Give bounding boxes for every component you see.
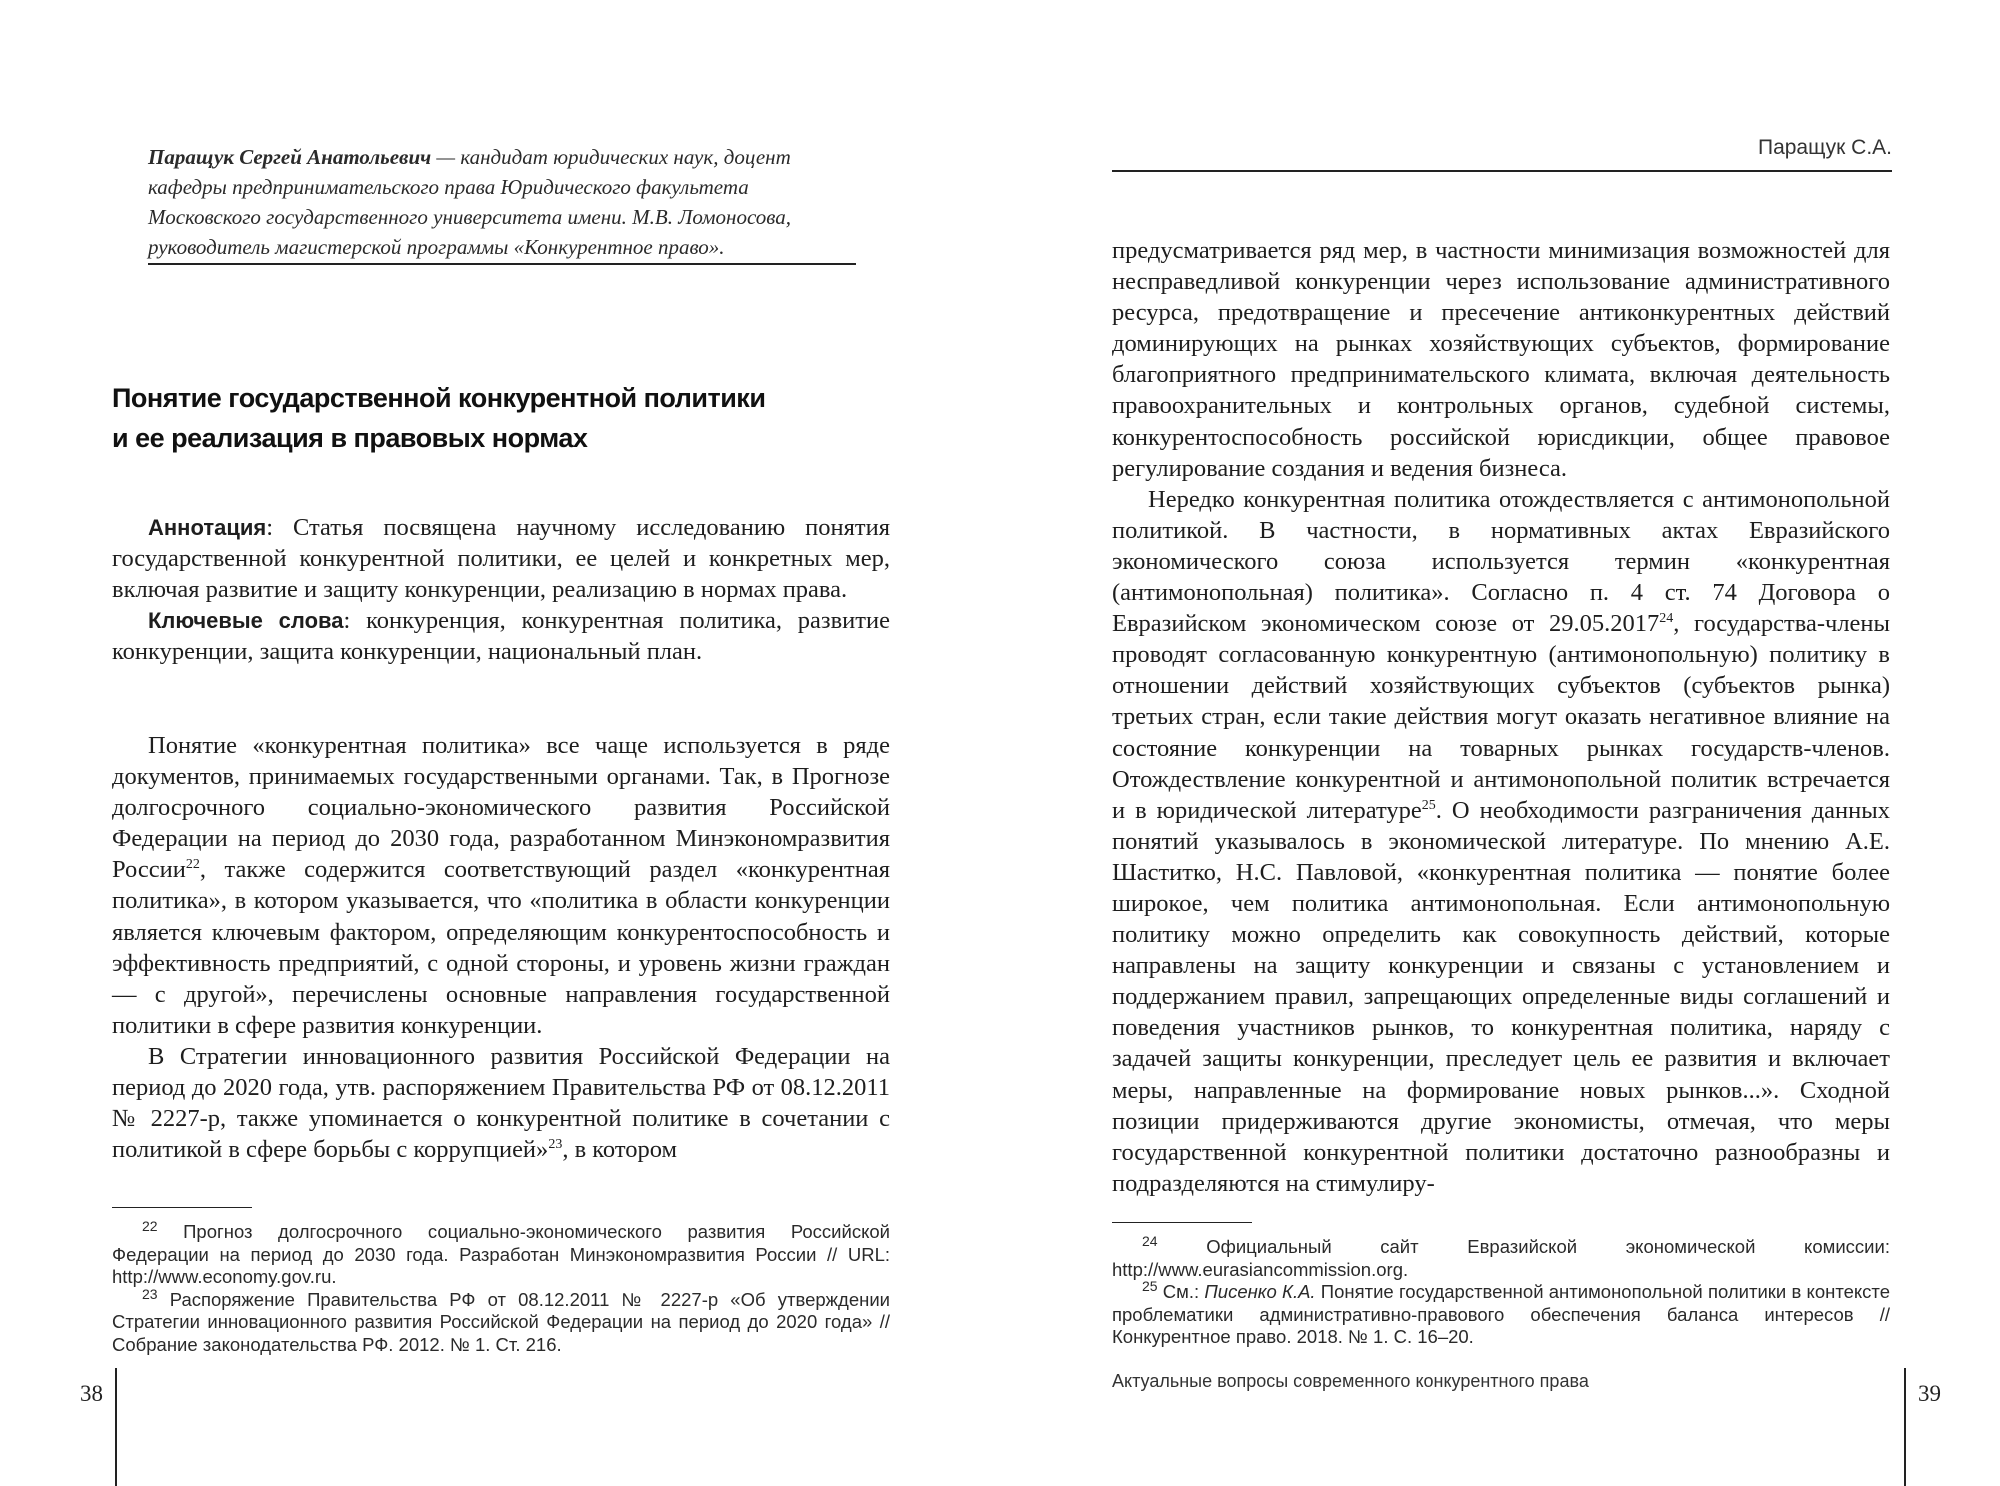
left-paragraph-2: В Стратегии инновационного развития Российской Федерации на период до 2020 года, утв. распоряжением Правительства РФ от 08.12.2011 № 2227-р, также упоминается о конкурентной политике в сочетании с политикой в сфере борьбы с коррупцией»$^{23}$, в котором bbox=[112, 1042, 890, 1164]
article-title bbox=[112, 378, 872, 458]
footnote-22: $^{22}$ Прогноз долгосрочного социально-экономического развития Российской Федерации на период до 2030 года. Разработан Минэкономразвития России // URL: http://www.economy.gov.ru. bbox=[112, 1217, 890, 1287]
page-number-right: 39 bbox=[1918, 1381, 1941, 1406]
running-head: Паращук С.А. bbox=[1757, 136, 1892, 159]
footnote-23: $^{23}$ Распоряжение Правительства РФ от 08.12.2011 № 2227-р «Об утверждении Стратегии инновационного развития Российской Федерации на период до 2020 года» // Собрание законодательства РФ. 2012. № 1. Ст. 216. bbox=[112, 1285, 890, 1355]
running-foot: Актуальные вопросы современного конкурентного права bbox=[1112, 1371, 1589, 1391]
margin-line-right bbox=[1904, 1368, 1906, 1486]
left-paragraph-1: Понятие «конкурентная политика» все чаще используется в ряде документов, принимаемых государственными органами. Так, в Прогнозе долгосрочного социально-экономического развития Российской Федерации на период до 2030 года, разработанном Минэкономразвития России$^{22}$, также содержится соответствующий раздел «конкурентная политика», в котором указывается, что «политика в области конкуренции является ключевым фактором, определяющим конкурентоспособность и эффективность предприятий, с одной стороны, и уровень жизни граждан — с другой», перечислены основные направления государственной политики в сфере развития конкуренции. bbox=[112, 732, 890, 1039]
page-number-left: 38 bbox=[80, 1381, 103, 1406]
footnote-divider bbox=[1112, 1222, 1252, 1223]
footnote-25: $^{25}$ См.: Писенко К.А. Понятие государственной антимонопольной политики в контексте проблематики административно-правового обеспечения баланса интересов // Конкурентное право. 2018. № 1. С. 16–20. bbox=[1112, 1277, 1890, 1347]
article-title-line-2: и ее реализация в правовых нормах bbox=[112, 423, 588, 453]
right-paragraph-2: Нередко конкурентная политика отождествляется с антимонопольной политикой. В частности, в нормативных актах Евразийского экономического союза используется термин «конкурентная (антимонопольная) политика». Согласно п. 4 ст. 74 Договора о Евразийском экономическом союзе от 29.05.2017$^{24}$, государства-члены проводят согласованную конкурентную (антимонопольную) политику в отношении действий хозяйствующих субъектов (субъектов рынка) третьих стран, если такие действия могут оказать негативное влияние на состояние конкуренции на товарных рынках государств-членов. Отождествление конкурентной и антимонопольной политик встречается и в юридической литературе$^{25}$. О необходимости разграничения данных понятий указывалось в экономической литературе. По мнению А.Е. Шаститко, Н.С. Павловой, «конкурентная политика — понятие более широкое, чем политика антимонопольная. Если антимонопольную политику можно определить как совокупность действий, которые направлены на защиту конкуренции и связаны с установлением и поддержанием правил, запрещающих определенные виды соглашений и поведения участников рынков, то конкурентная политика, наряду с задачей защиты конкуренции, преследует цель ее развития и включает меры, направленные на формирование новых рынков...». Сходной позиции придерживаются другие экономисты, отмечая, что меры государственной конкурентной политики достаточно разнообразны и подразделяются на стимулиру- bbox=[1112, 485, 1891, 1197]
running-head-divider bbox=[1112, 170, 1892, 172]
annotation-text: : Статья посвящена научному исследованию понятия государственной конкурентной политики, ее целей и конкретных мер, включая развитие и защиту конкуренции, реализацию в нормах права. bbox=[112, 514, 890, 604]
right-footnotes bbox=[1112, 1232, 1890, 1349]
right-page bbox=[1000, 0, 2000, 1486]
author-divider bbox=[148, 263, 856, 265]
footnote-ref-23: 23 bbox=[548, 1137, 563, 1153]
article-title-line-1: Понятие государственной конкурентной политики bbox=[112, 383, 766, 413]
abstract-block bbox=[112, 512, 890, 667]
right-paragraph-1: предусматривается ряд мер, в частности минимизация возможностей для несправедливой конкуренции через использование административного ресурса, предотвращение и пресечение антиконкурентных действий доминирующих на рынках хозяйствующих субъектов, формирование благоприятного предпринимательского климата, включая деятельность правоохранительных и контрольных органов, судебной системы, конкурентоспособность российской юрисдикции, общее правовое регулирование создания и ведения бизнеса. bbox=[1112, 237, 1890, 482]
footnote-ref-22: 22 bbox=[185, 857, 200, 873]
margin-line-left bbox=[115, 1368, 117, 1486]
footnote-divider bbox=[112, 1207, 252, 1208]
keywords-label: Ключевые слова bbox=[148, 608, 344, 634]
author-name: Паращук Сергей Анатольевич bbox=[148, 145, 432, 169]
footnote-ref-24: 24 bbox=[1659, 610, 1674, 626]
author-note bbox=[148, 142, 848, 262]
author-description: — кандидат юридических наук, доцент кафедры предпринимательского права Юридического факультета Московского государственного университета имени. М.В. Ломоносова, руководитель магистерской программы «Конкурентное право». bbox=[148, 145, 791, 259]
right-body-text bbox=[1112, 235, 1890, 1199]
keywords-text: : конкуренция, конкурентная политика, развитие конкуренции, защита конкуренции, национальный план. bbox=[112, 607, 890, 666]
left-body-text bbox=[112, 730, 890, 1165]
footnote-24: $^{24}$ Официальный сайт Евразийской экономической комиссии: http://www.eurasiancommission.org. bbox=[1112, 1232, 1890, 1280]
footnote-ref-25: 25 bbox=[1421, 797, 1436, 813]
left-footnotes bbox=[112, 1217, 890, 1356]
annotation-label: Аннотация bbox=[148, 515, 267, 540]
